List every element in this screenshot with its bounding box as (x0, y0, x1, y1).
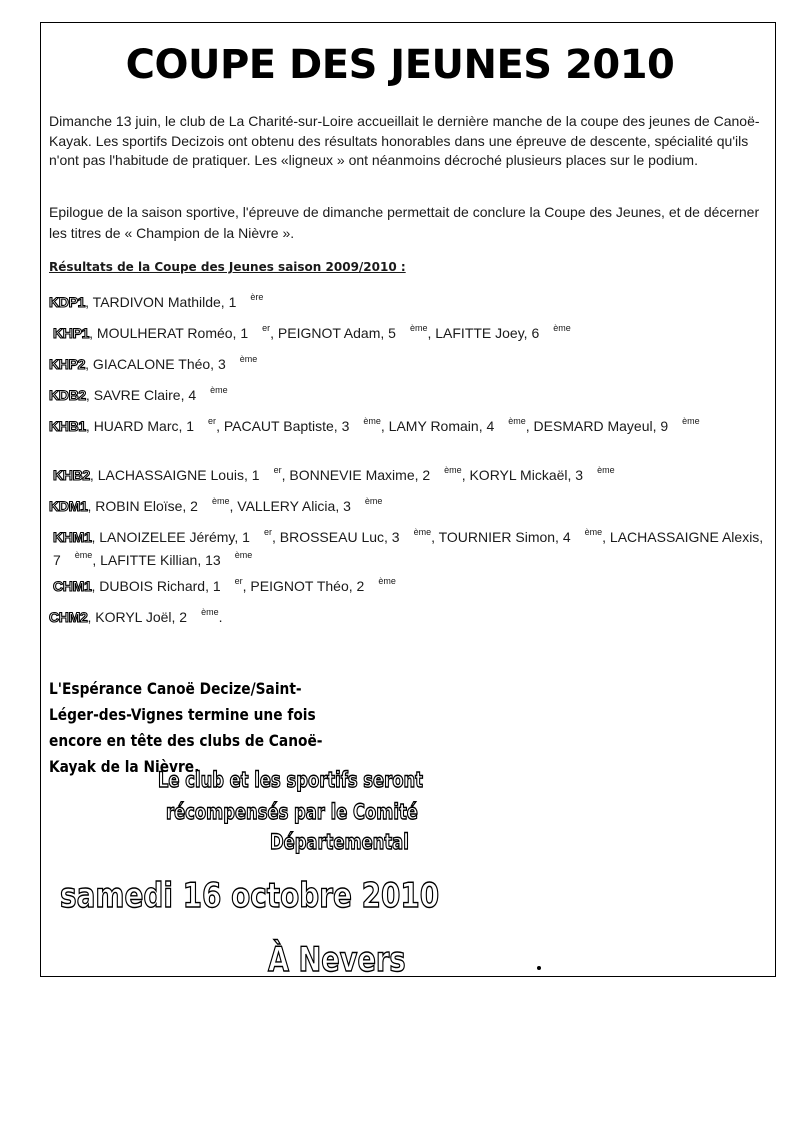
athlete-result: , LANOIZELEE Jérémy, 1 (91, 529, 250, 545)
announcement-line-1: Le club et les sportifs seront (158, 768, 423, 792)
rank-suffix: ème (210, 385, 228, 395)
athlete-result: , DESMARD Mayeul, 9 (525, 418, 669, 434)
rank-suffix: ère (250, 292, 264, 302)
rank-suffix: ème (211, 496, 230, 506)
athlete-result: , ROBIN Eloïse, 2 (87, 498, 198, 514)
rank-suffix: ème (597, 465, 615, 475)
rank-suffix: ème (553, 323, 571, 333)
result-line (53, 461, 765, 484)
result-line (49, 350, 761, 373)
rank-suffix: er (273, 465, 282, 475)
rank-suffix: ème (239, 354, 258, 364)
result-line (53, 319, 765, 342)
result-line (49, 381, 761, 404)
category-code: KHP2 (49, 356, 86, 372)
athlete-result: , PEIGNOT Théo, 2 (242, 578, 365, 594)
result-line (49, 492, 761, 515)
athlete-result: , MOULHERAT Roméo, 1 (89, 325, 249, 341)
athlete-result: , PACAUT Baptiste, 3 (216, 418, 350, 434)
category-code: KDB2 (49, 387, 86, 403)
result-line (49, 412, 761, 435)
category-code: CHM1 (53, 578, 92, 594)
category-code: KDM1 (49, 498, 88, 514)
athlete-result: , VALLERY Alicia, 3 (229, 498, 351, 514)
rank-suffix: ème (364, 496, 383, 506)
rank-suffix: er (208, 416, 217, 426)
rank-suffix: ème (74, 550, 93, 560)
athlete-result: , LACHASSAIGNE Louis, 1 (89, 467, 260, 483)
result-line (49, 603, 761, 626)
athlete-result: , KORYL Mickaël, 3 (461, 467, 584, 483)
athlete-result: , LAFITTE Killian, 13 (92, 552, 221, 568)
athlete-result: , BROSSEAU Luc, 3 (271, 529, 400, 545)
rank-suffix: ème (363, 416, 381, 426)
result-line (53, 572, 765, 595)
epilogue-paragraph: Epilogue de la saison sportive, l'épreuve de dimanche permettait de conclure la Coupe des Jeunes, et de décerner les titres de « Champion de la Nièvre ». (49, 204, 760, 241)
rank-suffix: ème (444, 465, 462, 475)
rank-suffix: er (234, 576, 243, 586)
announcement-place: À Nevers (268, 940, 406, 980)
rank-suffix: ème (234, 550, 253, 560)
bullet-dot (537, 966, 541, 970)
rank-suffix: ème (409, 323, 428, 333)
athlete-result: , HUARD Marc, 1 (85, 418, 195, 434)
athlete-result: , PEIGNOT Adam, 5 (270, 325, 396, 341)
announcement-line-3: Départemental (270, 830, 409, 854)
category-code: KHM1 (53, 529, 92, 545)
category-code: KHB2 (53, 467, 90, 483)
rank-suffix: ème (682, 416, 700, 426)
rank-suffix: ème (584, 527, 603, 537)
athlete-result: , LACHASSAIGNE Alexis, 7 (53, 529, 764, 568)
athlete-result: , DUBOIS Richard, 1 (91, 578, 221, 594)
rank-suffix: ème (508, 416, 526, 426)
athlete-result: , LAFITTE Joey, 6 (427, 325, 540, 341)
announcement-date: samedi 16 octobre 2010 (60, 876, 440, 916)
category-code: KHB1 (49, 418, 86, 434)
result-line (53, 523, 765, 569)
athlete-result: , SAVRE Claire, 4 (85, 387, 197, 403)
athlete-result: , GIACALONE Théo, 3 (85, 356, 226, 372)
athlete-result: , KORYL Joël, 2 (87, 609, 188, 625)
rank-suffix: ème (413, 527, 432, 537)
rank-suffix: ème (201, 607, 219, 617)
page-title: COUPE DES JEUNES 2010 (125, 42, 675, 88)
athlete-result: , TOURNIER Simon, 4 (431, 529, 571, 545)
rank-suffix: ème (378, 576, 396, 586)
closing-statement: L'Espérance Canoë Decize/Saint-Léger-des-Vignes termine une fois encore en tête des clubs de Canoë-Kayak de la Nièvre. (49, 679, 323, 776)
announcement-line-2: récompensés par le Comité (166, 800, 418, 824)
result-tail: . (218, 609, 223, 625)
result-line (49, 288, 761, 311)
category-code: KDP1 (49, 294, 86, 310)
results-heading: Résultats de la Coupe des Jeunes saison 2009/2010 : (49, 260, 406, 274)
category-code: KHP1 (53, 325, 90, 341)
rank-suffix: er (263, 527, 272, 537)
intro-paragraph: Dimanche 13 juin, le club de La Charité-sur-Loire accueillait le dernière manche de la coupe des jeunes de Canoë-Kayak. Les sportifs Decizois ont obtenu des résultats honorables dans une épreuve de descente, spécialité qu'ils n'ont pas l'habitude de pratiquer. Les «ligneux » ont néanmoins décroché plusieurs places sur le podium. (49, 113, 760, 168)
athlete-result: , TARDIVON Mathilde, 1 (85, 294, 237, 310)
athlete-result: , LAMY Romain, 4 (380, 418, 495, 434)
athlete-result: , BONNEVIE Maxime, 2 (281, 467, 431, 483)
category-code: CHM2 (49, 609, 88, 625)
rank-suffix: er (262, 323, 271, 333)
